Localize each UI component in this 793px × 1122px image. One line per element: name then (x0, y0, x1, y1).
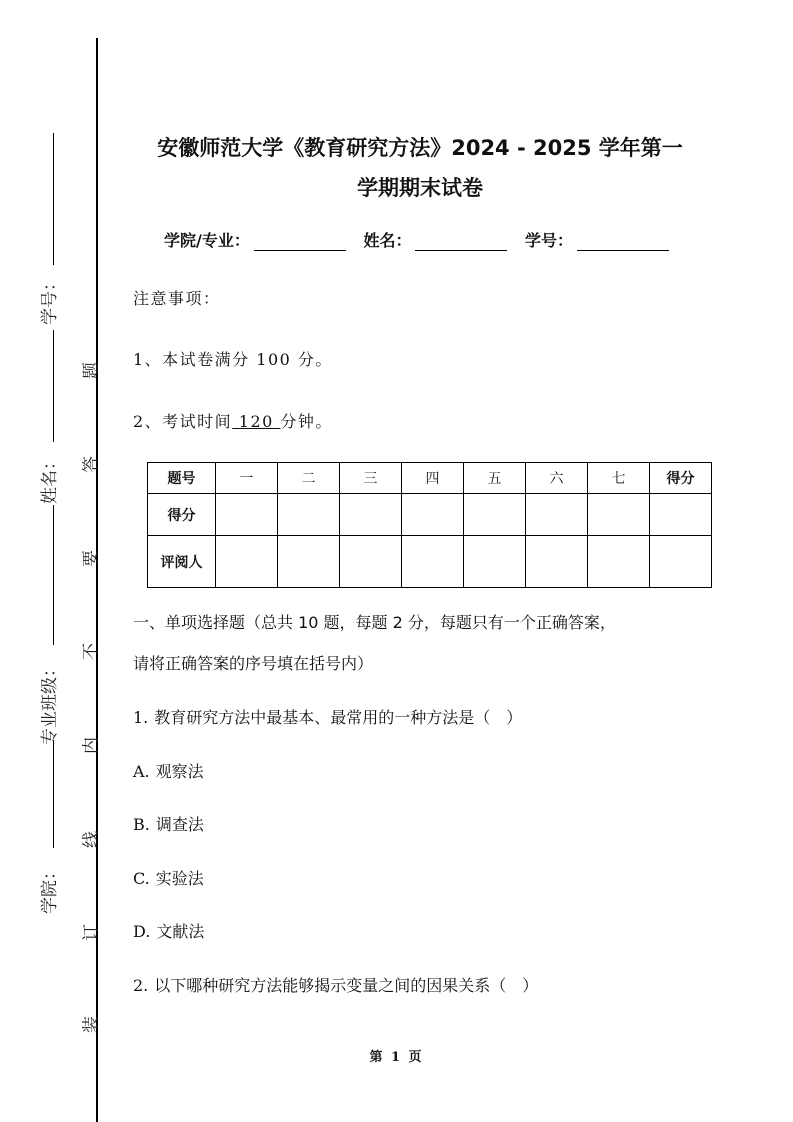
section1-heading-line1: 一、单项选择题（总共 10 题，每题 2 分，每题只有一个正确答案， (133, 613, 616, 632)
option-key: C. (133, 869, 150, 888)
score-cell[interactable] (464, 494, 526, 536)
reviewer-cell[interactable] (464, 536, 526, 588)
reviewer-cell[interactable] (402, 536, 464, 588)
name-input[interactable] (415, 234, 507, 251)
reviewer-row-label: 评阅人 (148, 536, 216, 588)
college-field-line (53, 740, 54, 848)
reviewer-cell[interactable] (526, 536, 588, 588)
score-row-label: 得分 (148, 494, 216, 536)
name-field-line (53, 330, 54, 442)
question-1 (133, 705, 522, 728)
seal-char: 订 (81, 924, 102, 941)
question-number: 2. (133, 976, 149, 995)
score-cell[interactable] (588, 494, 650, 536)
name-label: 姓名： (363, 231, 412, 250)
page-number: 第 1 页 (369, 1050, 424, 1065)
student-id-input[interactable] (577, 234, 669, 251)
score-row (148, 494, 712, 536)
score-table-header: 二 (278, 463, 340, 494)
seal-char: 装 (81, 1016, 102, 1033)
notes-heading: 注意事项： (133, 289, 221, 308)
score-cell[interactable] (216, 494, 278, 536)
option-d[interactable] (133, 919, 204, 942)
reviewer-cell[interactable] (340, 536, 402, 588)
score-table-header-row (148, 463, 712, 494)
score-table-header: 六 (526, 463, 588, 494)
exam-duration-value: 120 (232, 412, 281, 431)
score-table (147, 462, 712, 588)
seal-char: 题 (81, 362, 102, 379)
section1-heading-line2: 请将正确答案的序号填在括号内） (133, 654, 374, 673)
student-info-row (164, 228, 681, 251)
option-text: 文献法 (156, 922, 205, 941)
binding-line (96, 38, 98, 1122)
side-name-label: 姓名： (40, 453, 60, 504)
exam-title-line2: 学期期末试卷 (357, 176, 483, 200)
score-table-header: 得分 (650, 463, 712, 494)
exam-title-line1: 安徽师范大学《教育研究方法》2024 - 2025 学年第一 (157, 136, 683, 160)
side-major-label: 专业班级： (40, 660, 60, 745)
score-cell[interactable] (650, 494, 712, 536)
note-item-2 (133, 409, 333, 432)
question-text: 教育研究方法中最基本、最常用的一种方法是（ ） (154, 708, 523, 727)
reviewer-cell[interactable] (588, 536, 650, 588)
side-id-label: 学号： (40, 274, 60, 325)
option-key: A. (133, 762, 150, 781)
student-id-label: 学号： (525, 231, 574, 250)
option-text: 实验法 (155, 869, 204, 888)
option-b[interactable] (133, 812, 204, 835)
option-text: 调查法 (155, 815, 204, 834)
score-table-header: 题号 (148, 463, 216, 494)
score-table-header: 三 (340, 463, 402, 494)
score-cell[interactable] (526, 494, 588, 536)
seal-char: 不 (81, 643, 102, 660)
score-cell[interactable] (340, 494, 402, 536)
option-key: D. (133, 922, 151, 941)
score-cell[interactable] (278, 494, 340, 536)
score-table-header: 五 (464, 463, 526, 494)
reviewer-cell[interactable] (216, 536, 278, 588)
question-number: 1. (133, 708, 149, 727)
question-2 (133, 973, 538, 996)
option-text: 观察法 (155, 762, 204, 781)
note-item-1: 1、本试卷满分 100 分。 (133, 350, 333, 369)
college-major-label: 学院/专业： (164, 231, 250, 250)
reviewer-cell[interactable] (650, 536, 712, 588)
side-college-label: 学院： (40, 863, 60, 914)
reviewer-cell[interactable] (278, 536, 340, 588)
score-table-header: 四 (402, 463, 464, 494)
option-a[interactable] (133, 759, 204, 782)
note-item-2-prefix: 2、考试时间 (133, 412, 233, 431)
question-text: 以下哪种研究方法能够揭示变量之间的因果关系（ ） (154, 976, 539, 995)
seal-char: 内 (81, 737, 102, 754)
major-field-line (53, 505, 54, 645)
college-major-input[interactable] (254, 234, 346, 251)
seal-char: 答 (81, 456, 102, 473)
note-item-2-suffix: 分钟。 (280, 412, 333, 431)
option-c[interactable] (133, 866, 204, 889)
id-field-line (53, 133, 54, 265)
seal-char: 要 (81, 550, 102, 567)
reviewer-row (148, 536, 712, 588)
score-table-header: 七 (588, 463, 650, 494)
score-cell[interactable] (402, 494, 464, 536)
option-key: B. (133, 815, 150, 834)
score-table-header: 一 (216, 463, 278, 494)
seal-char: 线 (81, 831, 102, 848)
